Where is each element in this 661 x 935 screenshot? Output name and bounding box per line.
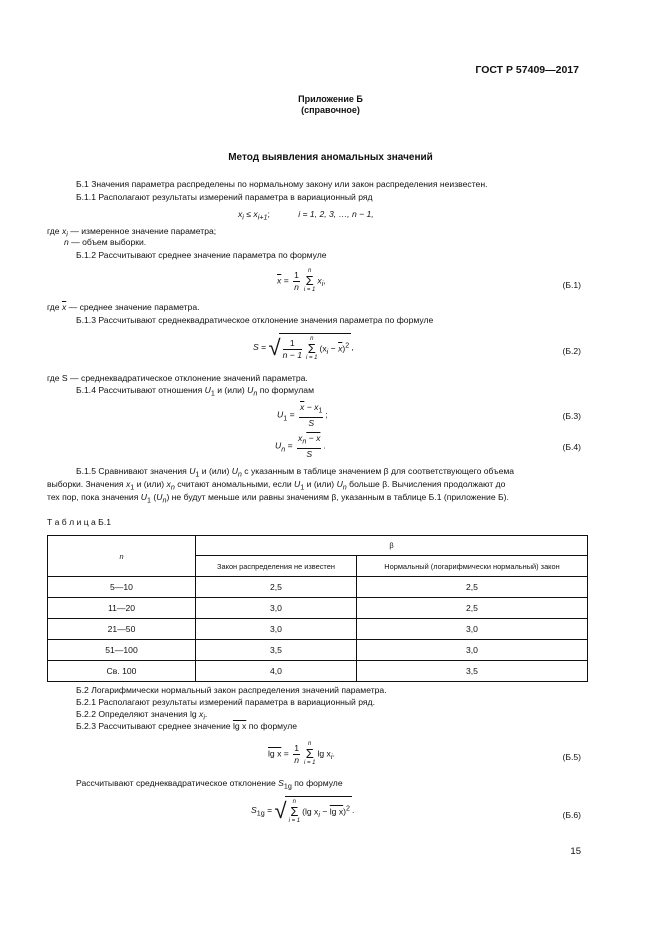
formula-b4: $U_n$ = $\frac{x_n - x}{S}$ . <box>275 433 326 459</box>
table-subheader-unknown: Закон распределения не известен <box>196 556 357 577</box>
page-number: 15 <box>570 846 581 857</box>
para-b15-line1: Б.1.5 Сравнивают значения $U_1$ и (или) $U_n$ с указанным в таблице значением β для соответствующего объема <box>76 466 515 479</box>
table-row: 11—20 3,0 2,5 <box>48 598 588 619</box>
para-b13: Б.1.3 Рассчитывают среднеквадратическое отклонение значения параметра по формуле <box>76 315 434 325</box>
table-subheader-normal: Нормальный (логарифмически нормальный) закон <box>357 556 588 577</box>
formula-b5: lg x = $\frac{1}{n}$ n Σ i = 1 $\lg x_i$. <box>268 741 335 766</box>
appendix-title: Приложение Б <box>298 94 363 104</box>
equation-number-b4: (Б.4) <box>562 442 581 452</box>
where-s: где S — среднеквадратическое отклонение значений параметра. <box>47 373 308 383</box>
appendix-subtitle: (справочное) <box>301 105 360 115</box>
para-s1g: Рассчитывают среднеквадратическое отклонение $S_{1g}$ по формуле <box>76 778 343 791</box>
para-b11: Б.1.1 Располагают результаты измерений параметра в вариационный ряд <box>76 192 373 202</box>
para-b21: Б.2.1 Располагают результаты измерений параметра в вариационный ряд. <box>76 697 375 707</box>
para-b12: Б.1.2 Рассчитывают среднее значение параметра по формуле <box>76 250 327 260</box>
table-row: Св. 100 4,0 3,5 <box>48 661 588 682</box>
para-b15-line3: тех пор, пока значения $U_1$ $(U_n)$ не будут меньше или равны значениям β, указанным в таблице Б.1 (приложение Б). <box>47 492 509 505</box>
para-b22: Б.2.2 Определяют значения $\lg x_i$. <box>76 709 208 722</box>
formula-b2: S = √ $\frac{1}{n - 1}$ n Σ i = 1 $(x_i - \overline{x})^2$ , <box>253 334 354 361</box>
where-n: n — объем выборки. <box>64 237 147 247</box>
equation-number-b3: (Б.3) <box>562 411 581 421</box>
section-title: Метод выявления аномальных значений <box>228 152 433 163</box>
table-header-beta: β <box>196 536 588 556</box>
equation-number-b6: (Б.6) <box>562 810 581 820</box>
table-row: 5—10 2,5 2,5 <box>48 577 588 598</box>
table-caption: Т а б л и ц а Б.1 <box>47 517 111 527</box>
formula-b1: $\overline{x}$ = $\frac{1}{n}$ n Σ i = 1 $x_i$, <box>277 268 326 293</box>
para-b15-line2: выборки. Значения $x_1$ и (или) $x_n$ считают аномальными, если $U_1$ и (или) $U_n$ больше β. Вычисления продолжают до <box>47 479 506 492</box>
table-b1 <box>47 535 588 682</box>
para-b1: Б.1 Значения параметра распределены по нормальному закону или закон распределения неизвестен. <box>76 179 488 189</box>
para-b23: Б.2.3 Рассчитывают среднее значение lg x по формуле <box>76 721 298 731</box>
formula-b3: $U_1$ = $\frac{\overline{x} - x_1}{S}$ ; <box>277 402 328 428</box>
para-b2: Б.2 Логарифмически нормальный закон распределения значений параметра. <box>76 685 387 695</box>
table-row: 51—100 3,5 3,0 <box>48 640 588 661</box>
where-xbar: где $\overline{x}$ — среднее значение параметра. <box>47 302 200 312</box>
equation-number-b2: (Б.2) <box>562 346 581 356</box>
where-xi: где $x_i$ — измеренное значение параметра; <box>47 226 217 239</box>
table-row: 21—50 3,0 3,0 <box>48 619 588 640</box>
equation-number-b1: (Б.1) <box>562 280 581 290</box>
standard-number: ГОСТ Р 57409—2017 <box>475 64 579 76</box>
formula-variational-series: $x_i \le x_{i+1}$; i = 1, 2, 3, …, n − 1, <box>238 209 374 222</box>
para-b14: Б.1.4 Рассчитывают отношения $U_1$ и (или) $U_n$ по формулам <box>76 385 314 398</box>
formula-b6: $S_{1g}$ = √ n Σ i = 1 (lg $x_i - \lg x)^2$ . <box>251 797 355 824</box>
table-header-n: n <box>48 536 196 577</box>
equation-number-b5: (Б.5) <box>562 752 581 762</box>
